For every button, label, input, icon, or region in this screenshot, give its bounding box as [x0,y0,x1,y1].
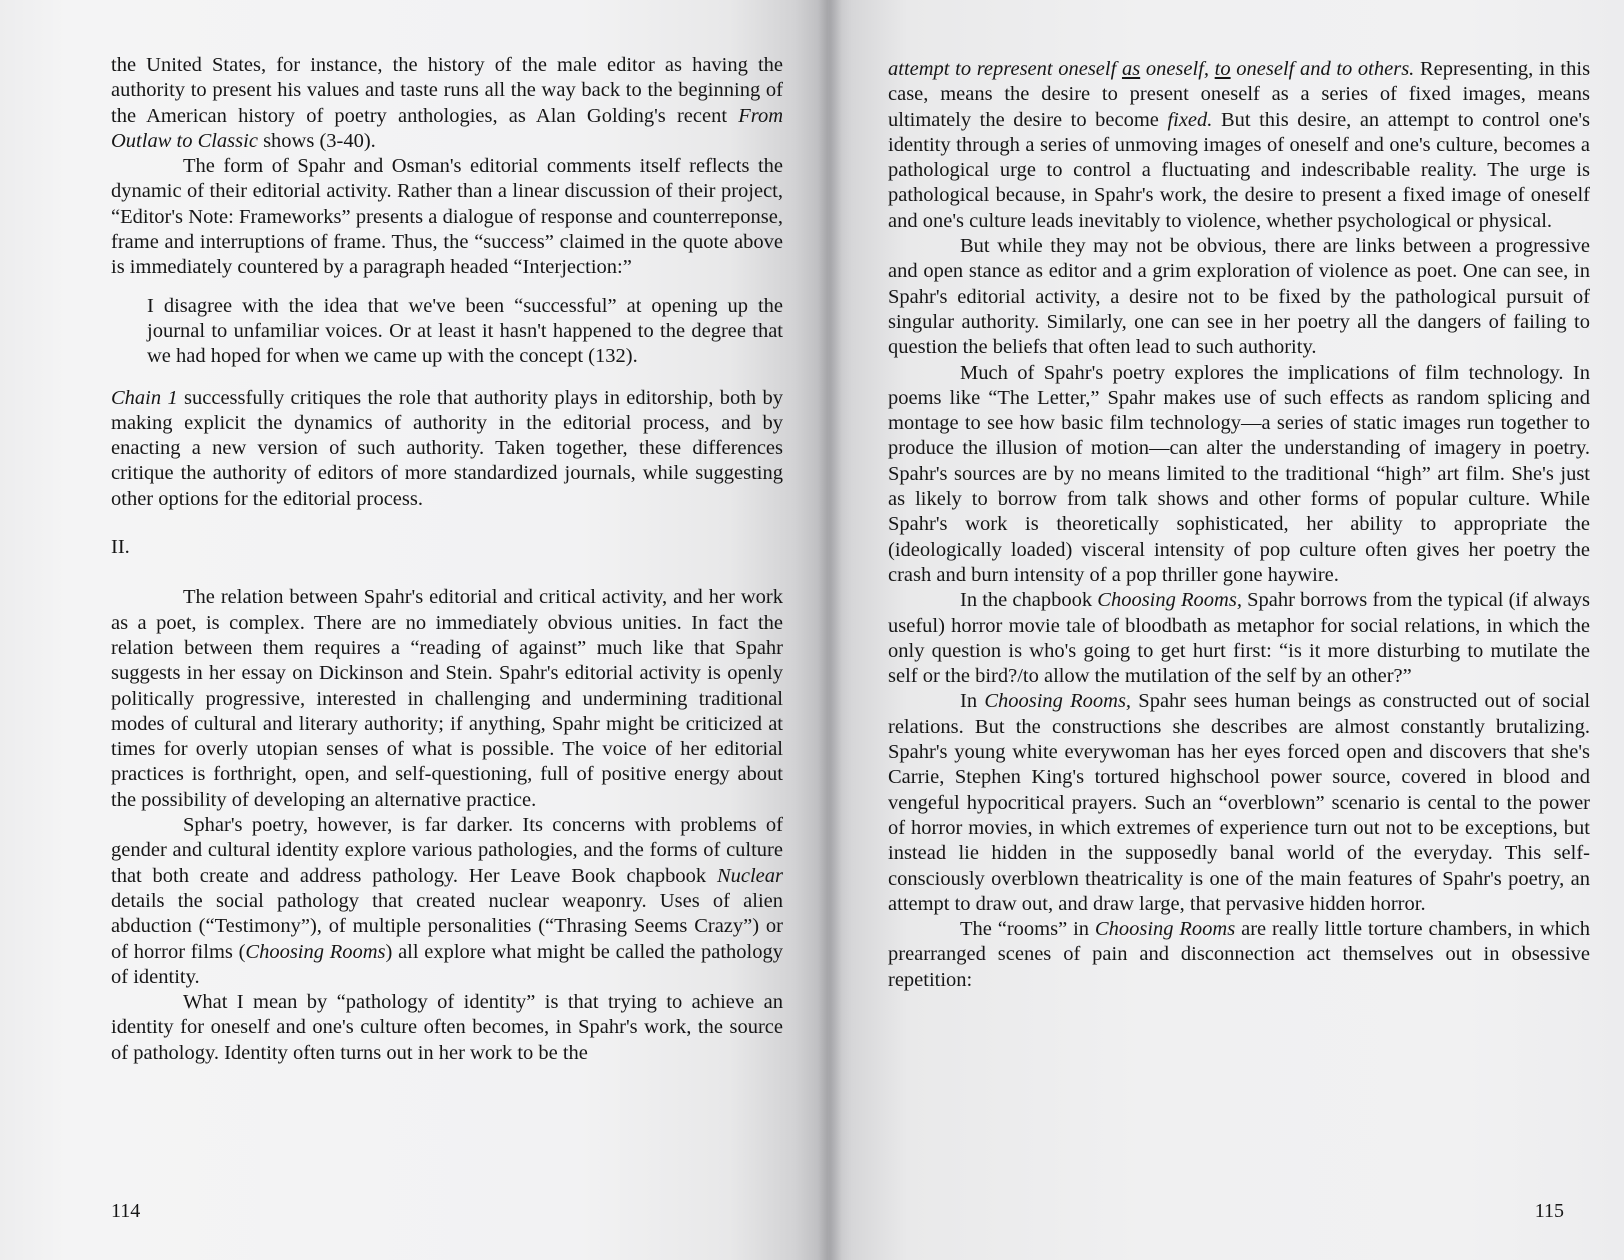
paragraph: Chain 1 successfully critiques the role that authority plays in editorship, both by making explicit the dynamics of authority in the editorial process, and by enacting a new version of such authority. Taken together, these differences critique the authority of editors of more standardized journals, while suggesting other options for the editorial process. [111,386,784,510]
book-title: Choosing Rooms [245,940,386,963]
book-title: Choosing Rooms, [1097,589,1242,612]
right-page-text [888,57,1590,993]
paragraph: In Choosing Rooms, Spahr sees human beings as constructed out of social relations. But the constructions she describes are almost constantly brutalizing. Spahr's young white everywoman has her eyes forced open and discovers that she's Carrie, Stephen King's tortured highschool power source, covered in blood and vengeful hypocritical prayers. Such an “overblown” scenario is cental to the power of horror movies, in which extremes of experience turn out not to be exceptions, but instead lie hidden in the supposedly banal world of the everyday. This self-consciously overblown theatricality is one of the main features of Spahr's poetry, an attempt to draw out, and draw large, that pervasive hidden horror. [888,690,1591,915]
paragraph: the United States, for instance, the history of the male editor as having the authority to present his values and taste runs all the way back to the beginning of the American history of poetry anthologies, as Alan Golding's recent From Outlaw to Classic shows (3-40). [111,54,783,152]
book-title: Choosing Rooms, [984,690,1132,713]
paragraph: Much of Spahr's poetry explores the implications of film technology. In poems like “The Letter,” Spahr makes use of such effects as random splicing and montage to see how basic film technology—a series of static images run together to produce the illusion of motion—can alter the understanding of imagery in poetry. Spahr's sources are by no means limited to the traditional “high” art film. She's just as likely to borrow from talk shows and other forms of popular culture. While Spahr's work is theoretically sophisticated, her ability to appropriate the (ideologically loaded) visceral intensity of pop culture often gives her poetry the crash and burn intensity of a pop thriller gone haywire. [888,361,1590,586]
journal-title: Chain 1 [111,386,178,409]
page-number: 115 [1534,1200,1564,1222]
page-number: 114 [111,1200,141,1222]
book-gutter [818,0,842,1260]
book-title: Nuclear [716,864,784,887]
section-heading: II. [111,536,130,559]
book-title: Choosing Rooms [1094,918,1236,941]
paragraph: But while they may not be obvious, there are links between a progressive and open stance as editor and a grim exploration of violence as poet. One can see, in Spahr's editorial activity, a desire not to be fixed by the pathological pursuit of singular authority. Similarly, one can see in her poetry all the dangers of failing to question the beliefs that often lead to such authority. [888,235,1590,359]
paragraph: The “rooms” in Choosing Rooms are really little torture chambers, in which prearranged scenes of pain and disconnection act themselves out in obsessive repetition: [888,918,1591,991]
book-title: From Outlaw to Classic [111,104,783,152]
paragraph: What I mean by “pathology of identity” is that trying to achieve an identity for oneself and one's culture often becomes, in Spahr's work, the source of pathology. Identity often turns out in her work to be the [111,991,783,1064]
paragraph: The form of Spahr and Osman's editorial comments itself reflects the dynamic of their editorial activity. Rather than a linear discussion of their project, “Editor's Note: Frameworks” presents a dialogue of response and counterreponse, frame and interruptions of frame. Thus, the “success” claimed in the quote above is immediately countered by a paragraph headed “Interjection:” [111,155,783,279]
right-page [828,0,1624,1260]
left-page-text [111,53,783,1066]
block-quote: I disagree with the idea that we've been “successful” at opening up the journal to unfamiliar voices. Or at least it hasn't happened to the degree that we had hoped for when we came up with the concept (132). [147,294,783,368]
paragraph: attempt to represent oneself as oneself, to oneself and to others. Representing, in this case, means the desire to present oneself as a series of fixed images, means ultimately the desire to become fixed. But this desire, an attempt to control one's identity through a series of unmoving images of oneself and one's culture, becomes a pathological urge to control a fluctuating and indescribable reality. The urge is pathological because, in Spahr's work, the desire to present a fixed image of oneself and one's culture leads inevitably to violence, whether psychological or physical. [888,58,1591,232]
paragraph: The relation between Spahr's editorial and critical activity, and her work as a poet, is complex. There are no immediately obvious unities. In fact the relation between them requires a “reading of against” much like that Spahr suggests in her essay on Dickinson and Stein. Spahr's editorial activity is openly politically progressive, interested in challenging and undermining traditional modes of cultural and literary authority; if anything, Spahr might be criticized at times for overly utopian senses of what is possible. The voice of her editorial practices is forthright, open, and self-questioning, full of positive energy about the possibility of developing an alternative practice. [111,586,783,811]
paragraph: Sphar's poetry, however, is far darker. Its concerns with problems of gender and cultural identity explore various pathologies, and the forms of culture that both create and address pathology. Her Leave Book chapbook Nuclear details the social pathology that created nuclear weaponry. Uses of alien abduction (“Testimony”), of multiple personalities (“Thrasing Seems Crazy”) or of horror films (Choosing Rooms) all explore what might be called the pathology of identity. [111,814,784,988]
paragraph: In the chapbook Choosing Rooms, Spahr borrows from the typical (if always useful) horror movie tale of bloodbath as metaphor for social relations, in which the only question is who's going to get hurt first: “is it more disturbing to mutilate the self or the bird?/to allow the mutilation of the self by an other?” [888,589,1591,688]
